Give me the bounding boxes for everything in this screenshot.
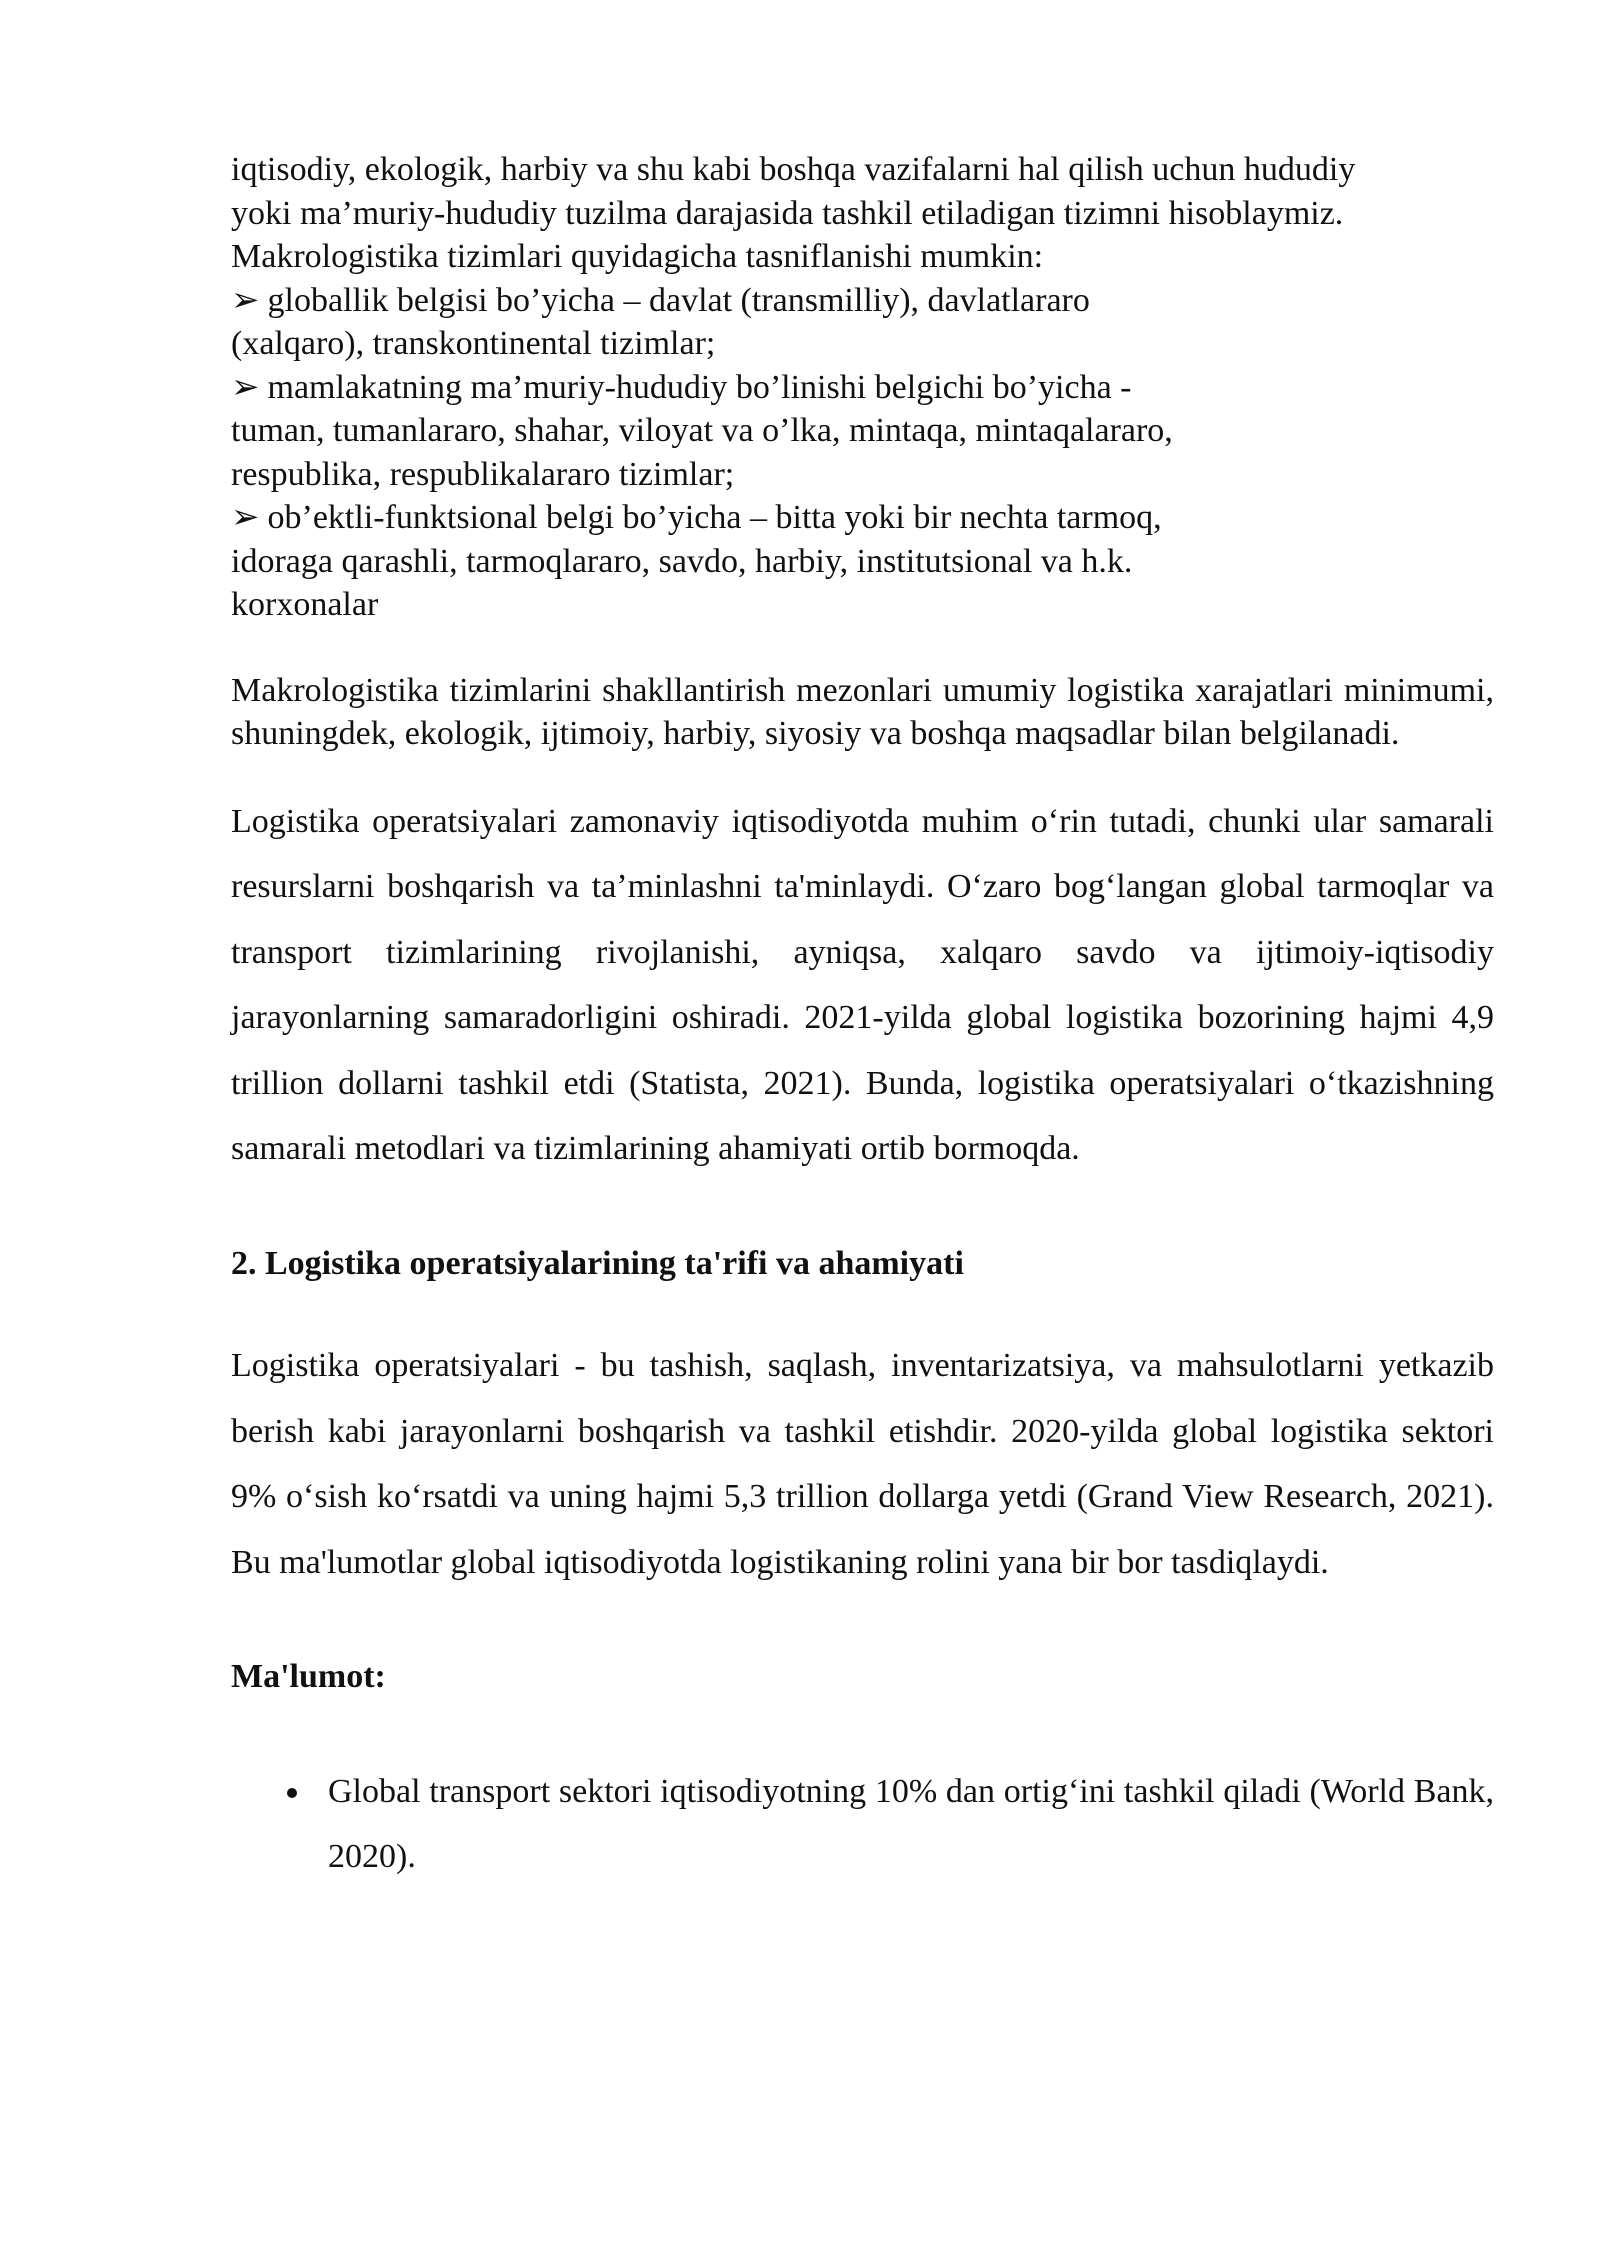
classification-item-continuation: korxonalar: [231, 586, 379, 623]
definition-paragraph: Logistika operatsiyalari - bu tashish, saqlash, inventarizatsiya, va mahsulotlarni yetkazib berish kabi jarayonlarni boshqarish va tashkil etishdir. 2020-yilda global logistika sektori 9% o‘sish ko‘rsatdi va uning hajmi 5,3 trillion dollarga yetdi (Grand View Research, 2021). Bu ma'lumotlar global iqtisodiyotda logistikaning rolini yana bir bor tasdiqlaydi.: [231, 1347, 1494, 1581]
list-item-text: Global transport sektori iqtisodiyotning 10% dan ortig‘ini tashkil qiladi (World Bank, 2020).: [328, 1772, 1494, 1875]
classification-item: [231, 366, 1494, 410]
document-page: [231, 148, 1494, 1890]
classification-item-text: ob’ektli-funktsional belgi bo’yicha – bitta yoki bir nechta tarmoq,: [267, 499, 1162, 536]
classification-item-text: mamlakatning ma’muriy-hududiy bo’linishi belgichi bo’yicha -: [267, 368, 1132, 406]
operations-paragraph: Logistika operatsiyalari zamonaviy iqtisodiyotda muhim o‘rin tutadi, chunki ular samarali resurslarni boshqarish va ta’minlashni ta'minlaydi. O‘zaro bog‘langan global tarmoqlar va transport tizimlarining rivojlanishi, ayniqsa, xalqaro savdo va ijtimoiy-iqtisodiy jarayonlarning samaradorligini oshiradi. 2021-yilda global logistika bozorining hajmi 4,9 trillion dollarni tashkil etdi (Statista, 2021). Bunda, logistika operatsiyalari o‘tkazishning samarali metodlari va tizimlarining ahamiyati ortib bormoqda.: [231, 802, 1494, 1167]
intro-line: Makrologistika tizimlari quyidagicha tasniflanishi mumkin:: [231, 238, 1044, 275]
bullet-dot-icon: [287, 1788, 297, 1798]
arrow-bullet-icon: ➢: [231, 499, 260, 536]
classification-item: [231, 279, 1494, 323]
arrow-bullet-icon: ➢: [231, 281, 260, 319]
classification-item-continuation: idoraga qarashli, tarmoqlararo, savdo, harbiy, institutsional va h.k.: [231, 542, 1133, 580]
classification-item-continuation: tuman, tumanlararo, shahar, viloyat va o’lka, mintaqa, mintaqalararo,: [231, 412, 1173, 449]
classification-item-continuation: (xalqaro), transkontinental tizimlar;: [231, 325, 716, 362]
info-heading: Ma'lumot:: [231, 1658, 386, 1695]
intro-line: yoki ma’muriy-hududiy tuzilma darajasida tashkil etiladigan tizimni hisoblaymiz.: [231, 194, 1344, 232]
info-list: [231, 1759, 1494, 1890]
arrow-bullet-icon: ➢: [231, 368, 260, 406]
intro-line: iqtisodiy, ekologik, harbiy va shu kabi boshqa vazifalarni hal qilish uchun hududiy: [231, 151, 1356, 188]
classification-item: [231, 496, 1494, 540]
classification-item-text: globallik belgisi bo’yicha – davlat (transmilliy), davlatlararo: [267, 281, 1090, 319]
classification-item-continuation: respublika, respublikalararo tizimlar;: [231, 455, 735, 493]
list-item: [231, 1759, 1494, 1890]
classification-list: [231, 279, 1494, 627]
section-heading: 2. Logistika operatsiyalarining ta'rifi va ahamiyati: [231, 1244, 964, 1282]
criteria-paragraph: Makrologistika tizimlarini shakllantirish mezonlari umumiy logistika xarajatlari minimumi, shuningdek, ekologik, ijtimoiy, harbiy, siyosiy va boshqa maqsadlar bilan belgilanadi.: [231, 671, 1494, 752]
